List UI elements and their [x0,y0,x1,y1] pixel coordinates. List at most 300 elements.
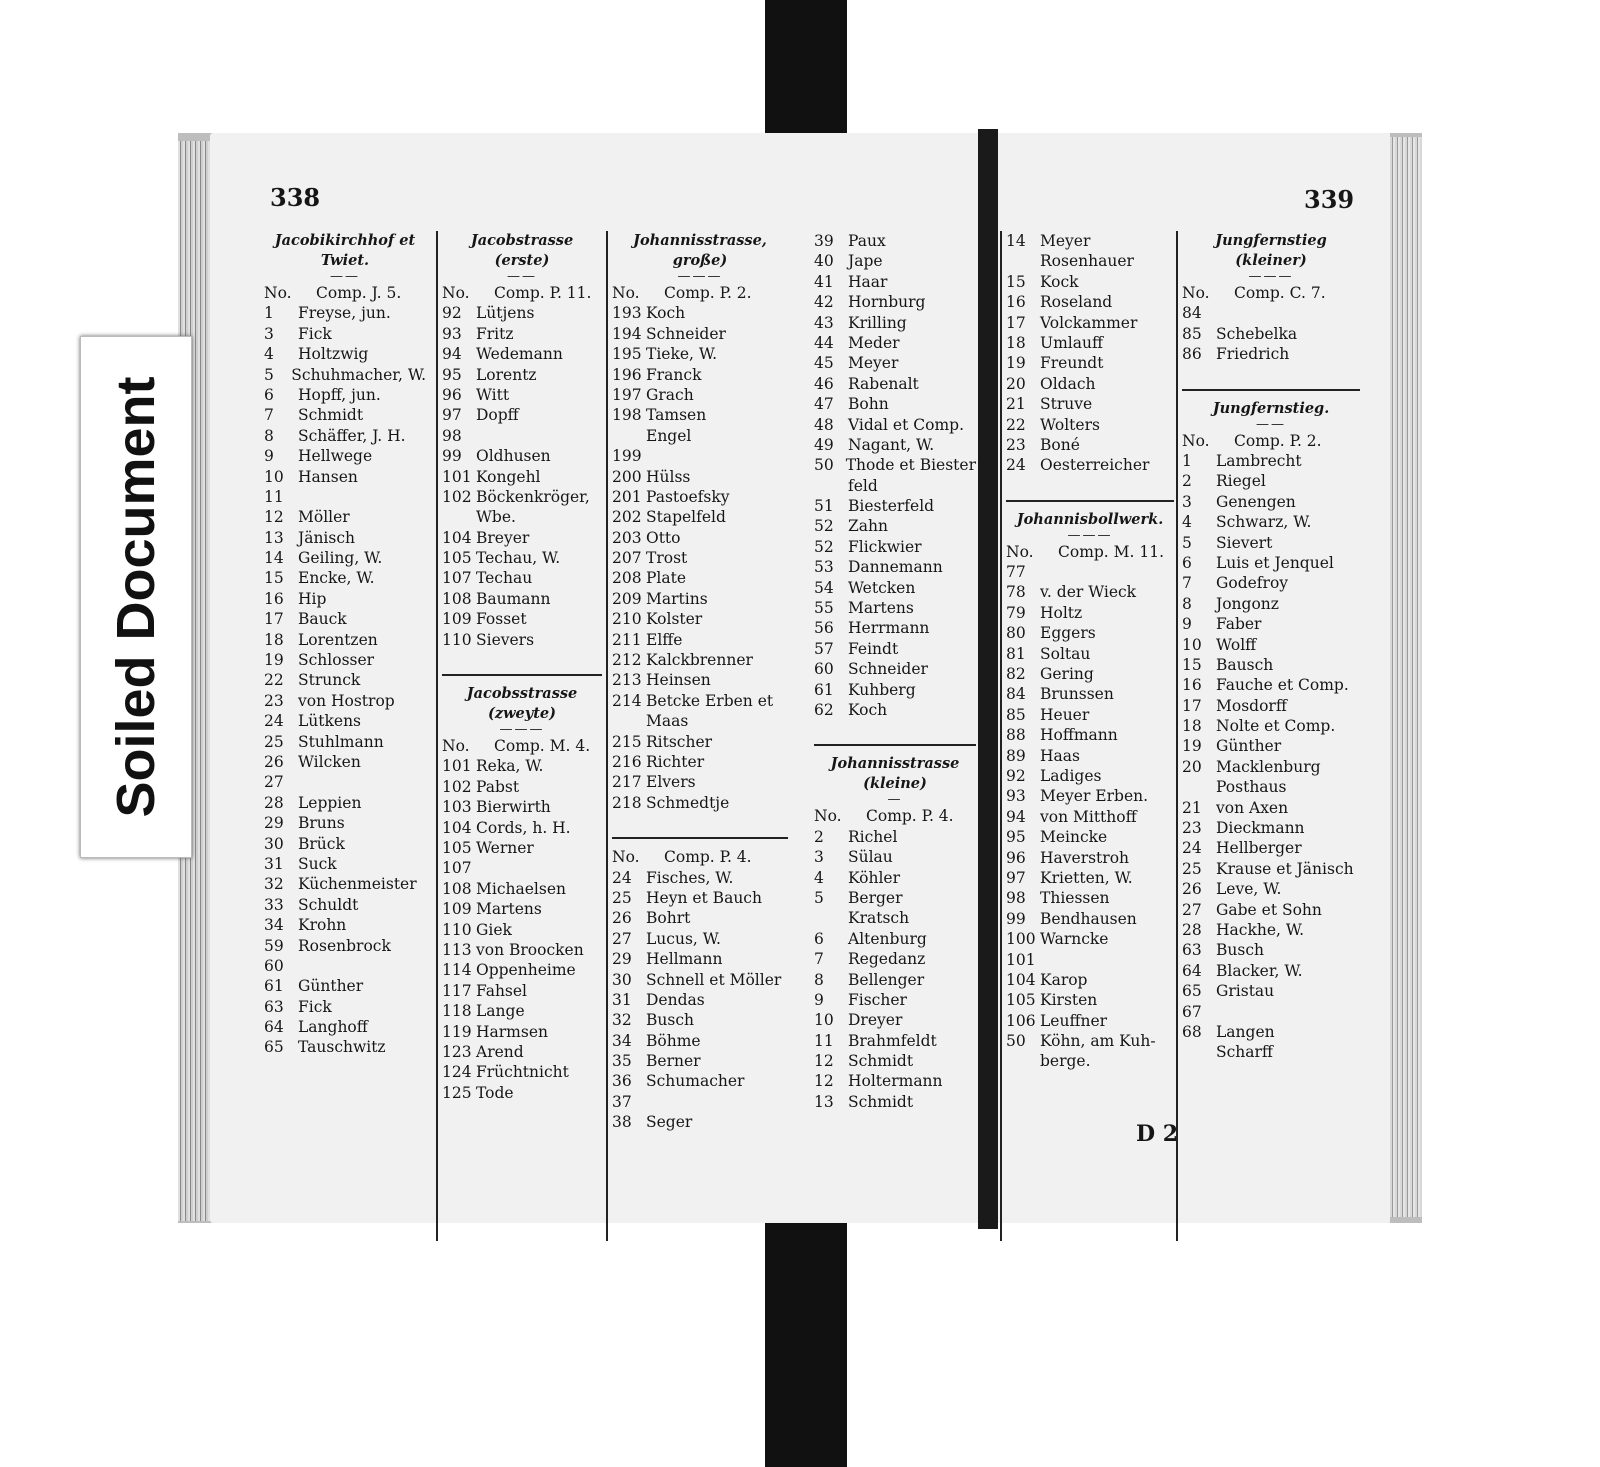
directory-entry [264,976,426,996]
resident-name: Kalckbrenner [646,651,753,670]
house-number: 20 [1006,374,1026,393]
resident-name: Wedemann [476,345,563,364]
directory-entry [814,496,976,516]
directory-entry [1182,838,1360,858]
resident-name: Oesterreicher [1040,456,1150,475]
directory-entry [814,516,976,536]
house-number: 93 [1006,787,1026,806]
directory-entry [264,609,426,629]
resident-name: Haverstroh [1040,848,1130,867]
label-text: Soiled Document [106,376,166,818]
resident-name: Tamsen [646,406,707,425]
section-divider [442,674,602,676]
directory-entry [1182,635,1360,655]
directory-entry [1006,786,1174,806]
resident-name: Schwarz, W. [1216,513,1312,532]
directory-entry [612,888,788,908]
house-number: 27 [612,929,632,948]
house-number [442,507,476,527]
house-number: 35 [612,1052,632,1071]
directory-entry [814,251,976,271]
directory-entry [612,589,788,609]
house-number: 53 [814,558,834,577]
resident-name: Werner [476,839,534,858]
resident-name: Kongehl [476,467,541,486]
page-number-right: 339 [1304,185,1355,214]
directory-entry [612,303,788,323]
resident-name: Hopff, jun. [298,385,381,404]
directory-entry [1006,353,1174,373]
resident-name: Martens [848,599,914,618]
directory-entry [264,772,426,792]
header-dash: —— [1256,416,1286,432]
house-number: 25 [612,888,632,907]
house-number: 217 [612,773,642,792]
house-number: 67 [1182,1002,1202,1021]
house-number: 88 [1006,726,1026,745]
house-number: 10 [264,467,284,486]
directory-entry [264,1037,426,1057]
resident-name: Seger [646,1113,693,1132]
header-dash: ——— [1248,269,1294,284]
directory-entry [442,528,602,548]
resident-name: Fick [298,324,332,343]
directory-entry [612,507,788,527]
company-subhead [442,283,602,303]
house-number: 40 [814,252,834,271]
house-number: 6 [264,385,274,404]
resident-name: Martens [476,900,542,919]
resident-name: Posthaus [1216,778,1287,797]
resident-name: Dopff [476,406,519,425]
resident-name: Breyer [476,528,530,547]
directory-entry [814,680,976,700]
subhead-no: No. [612,284,640,302]
resident-name: Eggers [1040,624,1096,643]
header-dash: —— [330,269,360,284]
directory-entry [1006,827,1174,847]
resident-name: Rosenbrock [298,936,391,955]
directory-entry [442,344,602,364]
resident-name: Biesterfeld [848,497,935,516]
column-6 [1176,231,1360,1241]
subhead-no: No. [442,284,470,302]
house-number: 22 [1006,415,1026,434]
resident-name: Heuer [1040,705,1090,724]
house-number: 108 [442,589,472,608]
resident-name: Brück [298,834,345,853]
house-number: 95 [442,365,462,384]
column-2 [436,231,602,1241]
resident-name: Krause et Jänisch [1216,859,1354,878]
resident-name: Schmidt [848,1092,914,1111]
directory-entry [1006,603,1174,623]
resident-name: Tieke, W. [646,345,718,364]
resident-name: Michaelsen [476,879,566,898]
subhead-no: No. [814,807,842,826]
signature-mark: D 2 [1136,1121,1179,1147]
resident-name: Riegel [1216,472,1266,491]
house-number [1006,251,1040,271]
house-number: 114 [442,961,472,980]
resident-name: Geiling, W. [298,549,383,568]
house-number: 193 [612,304,642,323]
house-number: 101 [442,467,472,486]
resident-name: Ladiges [1040,767,1102,785]
resident-name: Rabenalt [848,374,919,393]
resident-name: Wolters [1040,415,1100,434]
resident-name: Karop [1040,970,1088,989]
resident-name: Dreyer [848,1011,903,1030]
directory-entry [1006,725,1174,745]
directory-entry [612,732,788,752]
house-number: 23 [264,691,284,710]
house-number: 50 [1006,1032,1026,1051]
street-header: Jacobsstrasse (zweyte) [466,685,578,723]
house-number: 84 [1006,685,1026,704]
house-number: 64 [264,1018,284,1037]
company-subhead [1006,542,1174,562]
directory-entry [1182,961,1360,981]
directory-entry [814,333,976,353]
house-number: 106 [1006,1011,1036,1030]
house-number: 125 [442,1083,472,1102]
resident-name: Leuffner [1040,1011,1108,1030]
directory-entry [264,344,426,364]
resident-name: Luis et Jenquel [1216,553,1334,572]
resident-name: Schuldt [298,895,359,914]
company-subhead [1182,283,1360,303]
directory-entry [814,272,976,292]
resident-name: Oppenheime [476,961,576,980]
house-number: 86 [1182,345,1202,364]
house-number: 11 [814,1031,834,1050]
house-number: 25 [264,732,284,751]
directory-entry [264,793,426,813]
house-number: 29 [264,814,284,833]
directory-entry [1182,696,1360,716]
directory-entry [1182,675,1360,695]
resident-name: Koch [848,700,888,719]
resident-name: Betcke Erben et [646,691,774,710]
resident-name: Sievert [1216,533,1273,552]
house-number: 65 [264,1038,284,1057]
directory-entry [612,528,788,548]
directory-entry [1006,455,1174,475]
resident-name: Dendas [646,990,705,1009]
subhead-comp: Comp. P. 2. [1234,431,1322,450]
directory-entry [612,752,788,772]
resident-name: Holtermann [848,1072,943,1091]
directory-entry [814,1051,976,1071]
resident-name: Günther [298,977,364,996]
street-header: Jacobikirchhof et Twiet. [274,232,416,269]
binding-strap-bottom [765,1222,847,1467]
binding-strap-top [765,0,847,138]
directory-entry [442,960,602,980]
resident-name: Langhoff [298,1018,368,1037]
directory-entry [264,895,426,915]
house-number: 215 [612,732,642,751]
directory-entry [264,568,426,588]
house-number: 18 [1006,333,1026,352]
resident-name: Leppien [298,793,362,812]
house-number: 99 [1006,909,1026,928]
resident-name: Meyer Erben. [1040,787,1149,806]
resident-name: Cords, h. H. [476,818,571,837]
resident-name: Martins [646,589,708,608]
directory-entry [814,618,976,638]
house-number: 48 [814,415,834,434]
directory-entry [1006,705,1174,725]
resident-name: von Broocken [476,940,584,959]
directory-entry [264,956,426,976]
house-number: 62 [814,700,834,719]
resident-name: Pastoefsky [646,487,730,506]
house-number: 81 [1006,644,1026,663]
street-header: Johannisstrasse, große) [633,232,767,269]
directory-entry [1006,970,1174,990]
resident-name: Kolster [646,610,703,629]
house-number: 23 [1182,819,1202,838]
house-number: 202 [612,508,642,527]
directory-entry [814,888,976,908]
house-number: 24 [1182,839,1202,858]
house-number: 30 [264,834,284,853]
resident-name: Fahsel [476,981,528,1000]
resident-name: Lorentzen [298,630,378,649]
resident-name: Haar [848,272,888,291]
directory-entry [814,292,976,312]
resident-name: Haas [1040,746,1080,765]
resident-name: Harmsen [476,1022,548,1041]
resident-name: Schmedtje [646,793,730,812]
house-number: 6 [1182,553,1192,572]
directory-entry [1182,879,1360,899]
house-number: 18 [1182,717,1202,736]
house-number: 18 [264,630,284,649]
directory-entry [1182,940,1360,960]
header-dash: ——— [1067,527,1113,543]
directory-entry [814,908,976,928]
resident-name: Tauschwitz [298,1038,386,1057]
directory-entry [1182,324,1360,344]
resident-name: Krohn [298,916,347,935]
directory-entry [612,1092,788,1112]
street-header: Jacobstrasse (erste) [470,232,574,269]
house-number: 4 [1182,513,1192,532]
resident-name: Schmidt [848,1052,914,1071]
directory-entry [814,557,976,577]
directory-entry [612,324,788,344]
resident-name: Arend [476,1042,524,1061]
directory-entry [612,405,788,425]
directory-entry [442,365,602,385]
house-number: 99 [442,447,462,466]
directory-entry [1006,333,1174,353]
house-number: 60 [814,660,834,679]
house-number: 98 [442,426,462,445]
directory-entry [264,997,426,1017]
house-number: 89 [1006,746,1026,765]
directory-entry [264,467,426,487]
directory-entry [814,455,976,475]
resident-name: Trost [646,549,688,568]
house-number: 22 [264,671,284,690]
resident-name: Busch [1216,941,1264,960]
directory-entry [442,920,602,940]
house-number: 5 [1182,533,1192,552]
directory-entry [814,990,976,1010]
house-number: 104 [442,818,472,837]
directory-entry [1182,981,1360,1001]
subhead-comp: Comp. M. 4. [494,737,591,756]
resident-name: Feindt [848,639,899,658]
house-number: 30 [612,970,632,989]
resident-name: Wilcken [298,753,361,771]
column-1 [264,231,426,1058]
house-number: 209 [612,589,642,608]
resident-name: Günther [1216,737,1282,756]
resident-name: Schumacher [646,1072,745,1091]
house-number: 203 [612,528,642,547]
resident-name: Fick [298,997,332,1016]
resident-name: Warncke [1040,930,1109,949]
directory-entry [264,732,426,752]
resident-name: Holtz [1040,603,1083,622]
house-number: 54 [814,578,834,597]
resident-name: Küchenmeister [298,875,417,894]
house-number: 207 [612,549,642,568]
column-5 [1000,231,1174,1241]
directory-entry [442,940,602,960]
house-number: 20 [1182,757,1202,776]
directory-entry [612,1031,788,1051]
directory-entry [814,970,976,990]
directory-entry [1006,807,1174,827]
house-number: 194 [612,324,642,343]
resident-name: Lange [476,1002,525,1021]
house-number: 59 [264,936,284,955]
house-number: 34 [612,1031,632,1050]
house-number: 3 [1182,492,1192,511]
book-gutter [978,129,998,1229]
resident-name: Boné [1040,435,1080,454]
directory-entry [442,487,602,507]
resident-name: Hellmann [646,950,723,969]
subhead-comp: Comp. J. 5. [316,284,402,302]
resident-name: Hellwege [298,447,373,466]
directory-entry [612,772,788,792]
house-number [612,426,646,446]
directory-entry [1006,664,1174,684]
directory-entry [1182,594,1360,614]
house-number: 19 [1182,737,1202,756]
house-number: 117 [442,981,472,1000]
resident-name: von Mitthoff [1040,807,1137,826]
resident-name: Faber [1216,615,1262,634]
house-number: 101 [1006,950,1036,969]
house-number: 41 [814,272,834,291]
directory-entry [1182,492,1360,512]
house-number: 105 [442,839,472,858]
resident-name: Blacker, W. [1216,961,1303,980]
section-divider [814,744,976,746]
house-number: 26 [1182,880,1202,899]
directory-entry [442,1062,602,1082]
resident-name: Oldhusen [476,447,551,466]
directory-entry [442,981,602,1001]
resident-name: Richel [848,827,898,846]
resident-name: Rosenhauer [1040,252,1134,271]
section-divider [612,837,788,839]
directory-entry [1006,582,1174,602]
resident-name: Lütkens [298,712,362,731]
company-subhead [264,283,426,303]
resident-name: Wolff [1216,635,1257,654]
resident-name: Schmidt [298,406,364,425]
directory-entry [612,548,788,568]
directory-entry [814,659,976,679]
resident-name: Umlauff [1040,333,1103,352]
resident-name: Meincke [1040,828,1108,847]
directory-entry [442,756,602,776]
directory-entry [442,385,602,405]
house-number: 113 [442,940,472,959]
resident-name: Bauck [298,610,347,629]
house-number: 33 [264,895,284,914]
directory-entry [1182,1042,1360,1062]
resident-name: Suck [298,854,337,873]
house-number: 200 [612,467,642,486]
directory-entry [1182,859,1360,879]
resident-name: Dannemann [848,558,943,577]
house-number: 102 [442,777,472,796]
directory-entry [442,818,602,838]
resident-name: Hip [298,589,327,608]
resident-name: Gristau [1216,982,1275,1001]
directory-entry [442,426,602,446]
company-subhead [814,806,976,826]
house-number: 110 [442,630,472,649]
resident-name: Schuhmacher, W. [291,365,426,384]
resident-name: Kratsch [848,909,910,928]
subhead-no: No. [612,848,640,867]
resident-name: Brunssen [1040,685,1114,704]
street-header: Johannisbollwerk. [1016,510,1164,528]
house-number: 32 [264,875,284,894]
house-number: 78 [1006,583,1026,602]
directory-entry [1182,344,1360,364]
column-3 [606,231,788,1241]
directory-entry [1006,313,1174,333]
house-number: 100 [1006,930,1036,949]
page-edges-right [1390,137,1422,1217]
directory-entry [264,936,426,956]
house-number: 61 [814,680,834,699]
directory-entry [264,507,426,527]
resident-name: Busch [646,1011,694,1030]
directory-entry [442,1022,602,1042]
directory-entry [264,834,426,854]
resident-name: Bendhausen [1040,909,1137,928]
resident-name: Fisches, W. [646,868,734,887]
directory-entry [264,528,426,548]
resident-name: Vidal et Comp. [848,415,964,434]
directory-entry [814,847,976,867]
house-number: 197 [612,385,642,404]
directory-entry [442,405,602,425]
